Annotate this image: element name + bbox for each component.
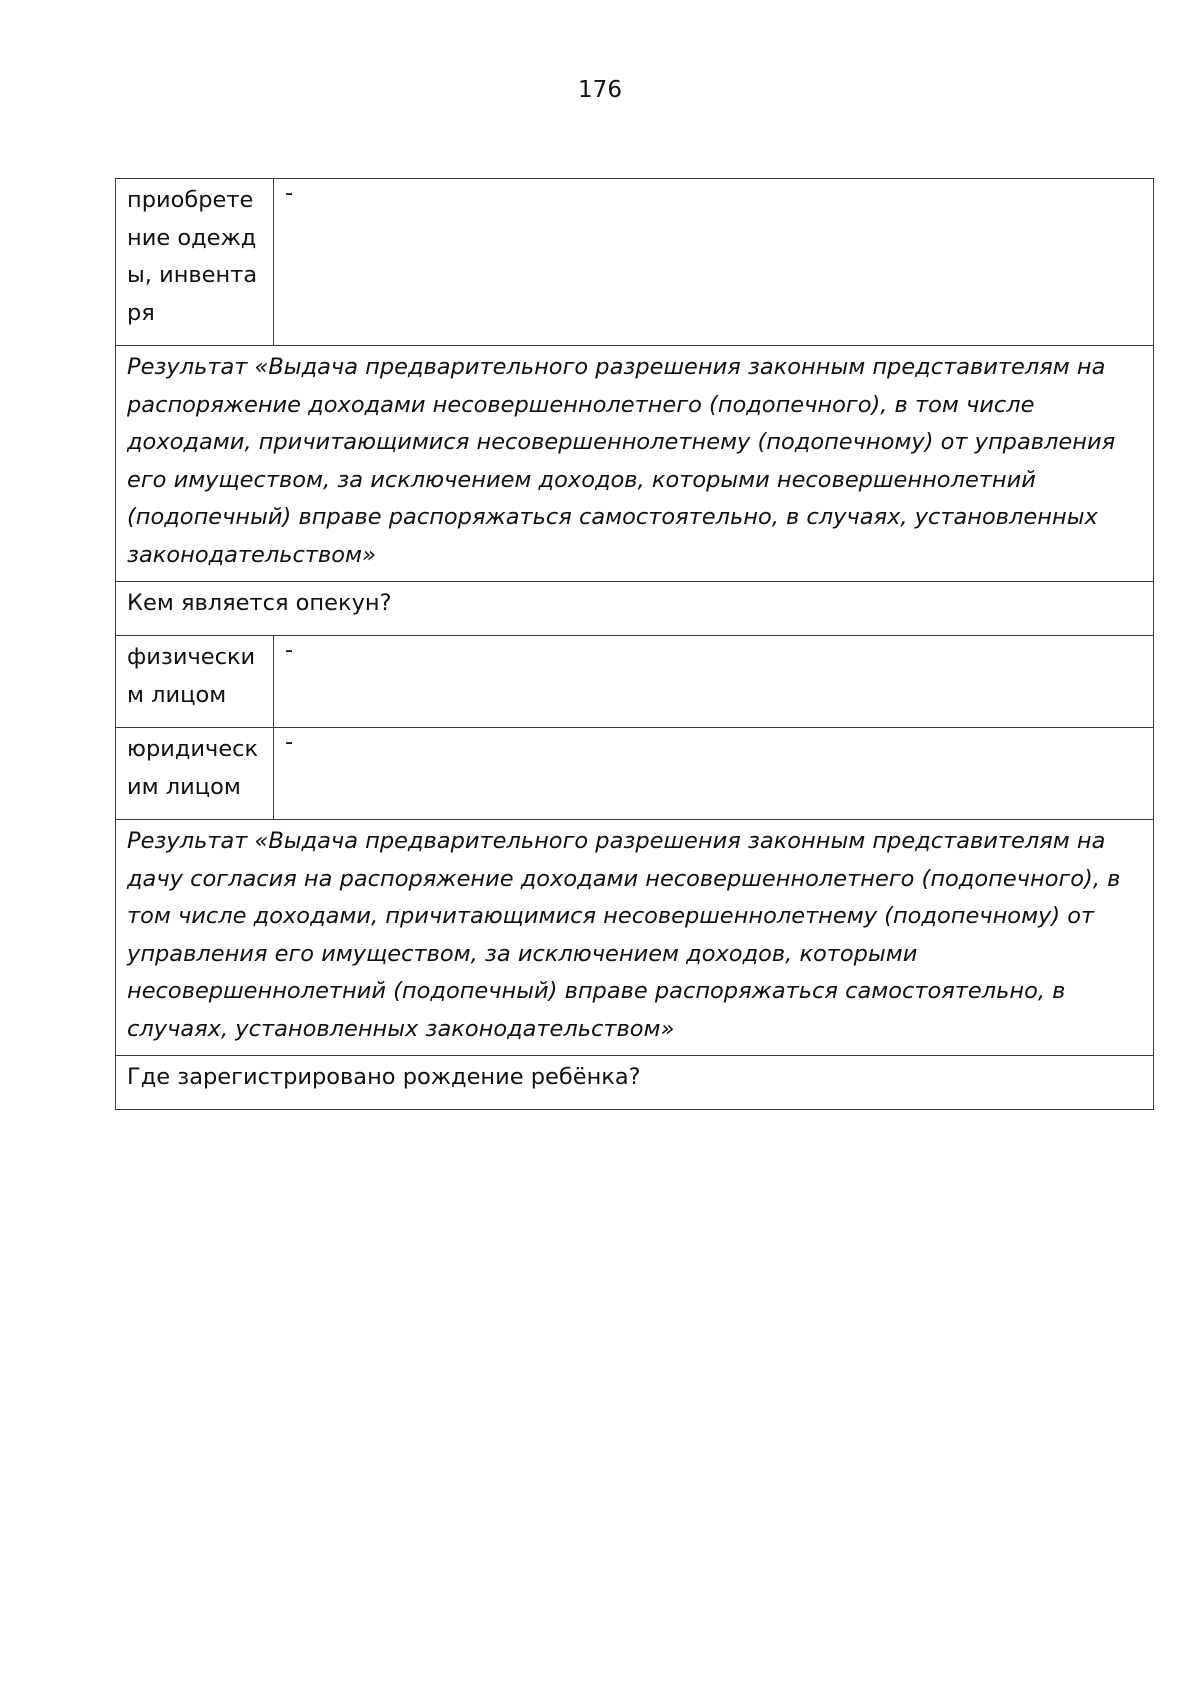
form-table xyxy=(115,178,1154,1110)
table-row xyxy=(116,582,1154,636)
question-text: Где зарегистрировано рождение ребёнка? xyxy=(116,1056,1154,1110)
table-row xyxy=(116,728,1154,820)
question-text: Кем является опекун? xyxy=(116,582,1154,636)
table-row xyxy=(116,1056,1154,1110)
table-row xyxy=(116,346,1154,582)
table-row xyxy=(116,179,1154,346)
result-heading: Результат «Выдача предварительного разрешения законным представителям на распоряжение доходами несовершеннолетнего (подопечного), в том числе доходами, причитающимися несовершеннолетнему (подопечному) от управления его имуществом, за исключением доходов, которыми несовершеннолетний (подопечный) вправе распоряжаться самостоятельно, в случаях, установленных законодательством» xyxy=(116,346,1154,582)
row-label: юридическим лицом xyxy=(116,728,274,820)
row-label: приобретение одежды, инвентаря xyxy=(116,179,274,346)
page-number: 176 xyxy=(578,77,622,103)
table-row xyxy=(116,636,1154,728)
result-heading: Результат «Выдача предварительного разрешения законным представителям на дачу согласия на распоряжение доходами несовершеннолетнего (подопечного), в том числе доходами, причитающимися несовершеннолетнему (подопечному) от управления его имуществом, за исключением доходов, которыми несовершеннолетний (подопечный) вправе распоряжаться самостоятельно, в случаях, установленных законодательством» xyxy=(116,820,1154,1056)
table-row xyxy=(116,820,1154,1056)
row-value: - xyxy=(274,179,1154,346)
row-label: физическим лицом xyxy=(116,636,274,728)
row-value: - xyxy=(274,728,1154,820)
row-value: - xyxy=(274,636,1154,728)
